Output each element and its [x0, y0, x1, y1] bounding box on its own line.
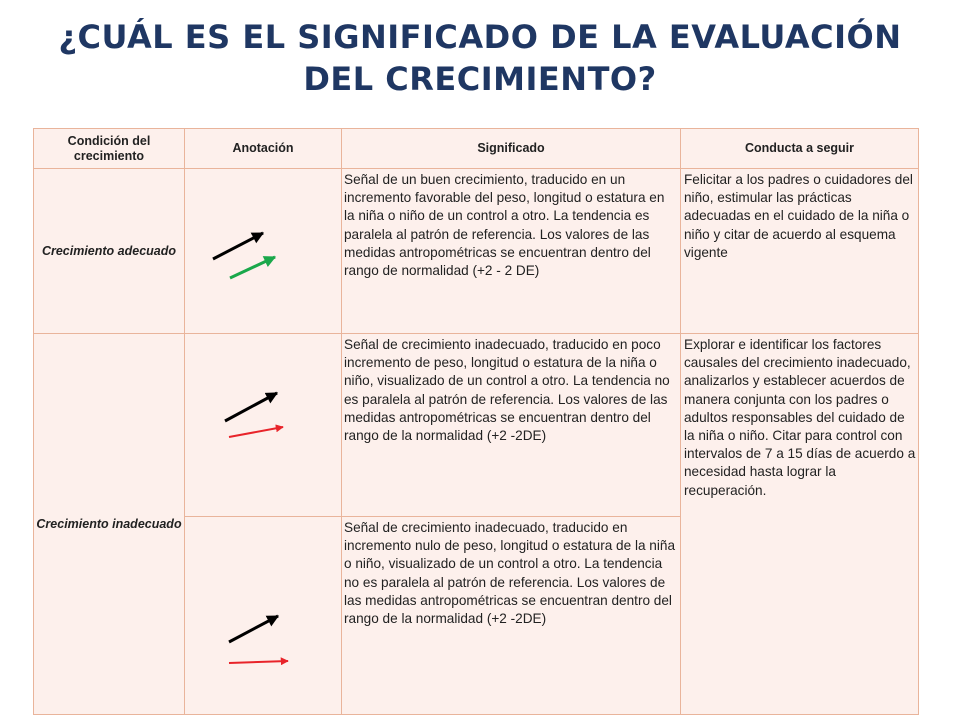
header-anotacion: Anotación	[185, 129, 342, 169]
black-arrow-and-flat-red-arrow-icon	[185, 566, 340, 666]
table-row	[34, 334, 919, 517]
action-cell: Felicitar a los padres o cuidadores del niño, estimular las prácticas adecuadas en el cuidado de la niña o niño y citar de acuerdo al esquema vigente	[681, 169, 919, 334]
page-title: ¿CUÁL ES EL SIGNIFICADO DE LA EVALUACIÓN DEL CRECIMIENTO?	[58, 18, 902, 98]
table-header-row	[34, 129, 919, 169]
condition-cell: Crecimiento adecuado	[34, 169, 185, 334]
annotation-cell	[185, 169, 342, 334]
header-condicion: Condición del crecimiento	[34, 129, 185, 169]
black-and-red-diverging-arrows-icon	[185, 375, 340, 475]
black-arrow-icon	[213, 233, 263, 259]
condition-cell: Crecimiento inadecuado	[34, 334, 185, 715]
header-significado: Significado	[342, 129, 681, 169]
red-arrow-icon	[229, 427, 283, 437]
meaning-cell: Señal de un buen crecimiento, traducido en un incremento favorable del peso, longitud o estatura en la niña o niño de un control a otro. La tendencia es paralela al patrón de referencia. Los valores de las medidas antropométricas se encuentran dentro del rango de normalidad (+2 - 2 DE)	[342, 169, 681, 334]
annotation-cell	[185, 517, 342, 715]
meaning-cell: Señal de crecimiento inadecuado, traducido en poco incremento de peso, longitud o estatura de la niña o niño, visualizado de un control a otro. La tendencia no es paralela al patrón de referencia. Los valores de las medidas antropométricas se encuentran dentro del rango de la normalidad (+2 -2DE)	[342, 334, 681, 517]
growth-evaluation-table	[33, 128, 919, 715]
green-arrow-icon	[230, 257, 275, 278]
black-arrow-icon	[225, 393, 277, 421]
black-arrow-icon	[229, 616, 278, 642]
black-and-green-parallel-arrows-icon	[185, 201, 340, 301]
header-conducta: Conducta a seguir	[681, 129, 919, 169]
table-row	[34, 169, 919, 334]
meaning-cell: Señal de crecimiento inadecuado, traducido en incremento nulo de peso, longitud o estatura de la niña o niño, visualizado de un control a otro. La tendencia no es paralela al patrón de referencia. Los valores de las medidas antropométricas se encuentran dentro del rango de la normalidad (+2 -2DE)	[342, 517, 681, 715]
red-arrow-icon	[229, 661, 288, 663]
annotation-cell	[185, 334, 342, 517]
action-cell: Explorar e identificar los factores causales del crecimiento inadecuado, analizarlos y establecer acuerdos de manera conjunta con los padres o adultos responsables del cuidado de la niña o niño. Citar para control con intervalos de 7 a 15 días de acuerdo a necesidad hasta lograr la recuperación.	[681, 334, 919, 715]
